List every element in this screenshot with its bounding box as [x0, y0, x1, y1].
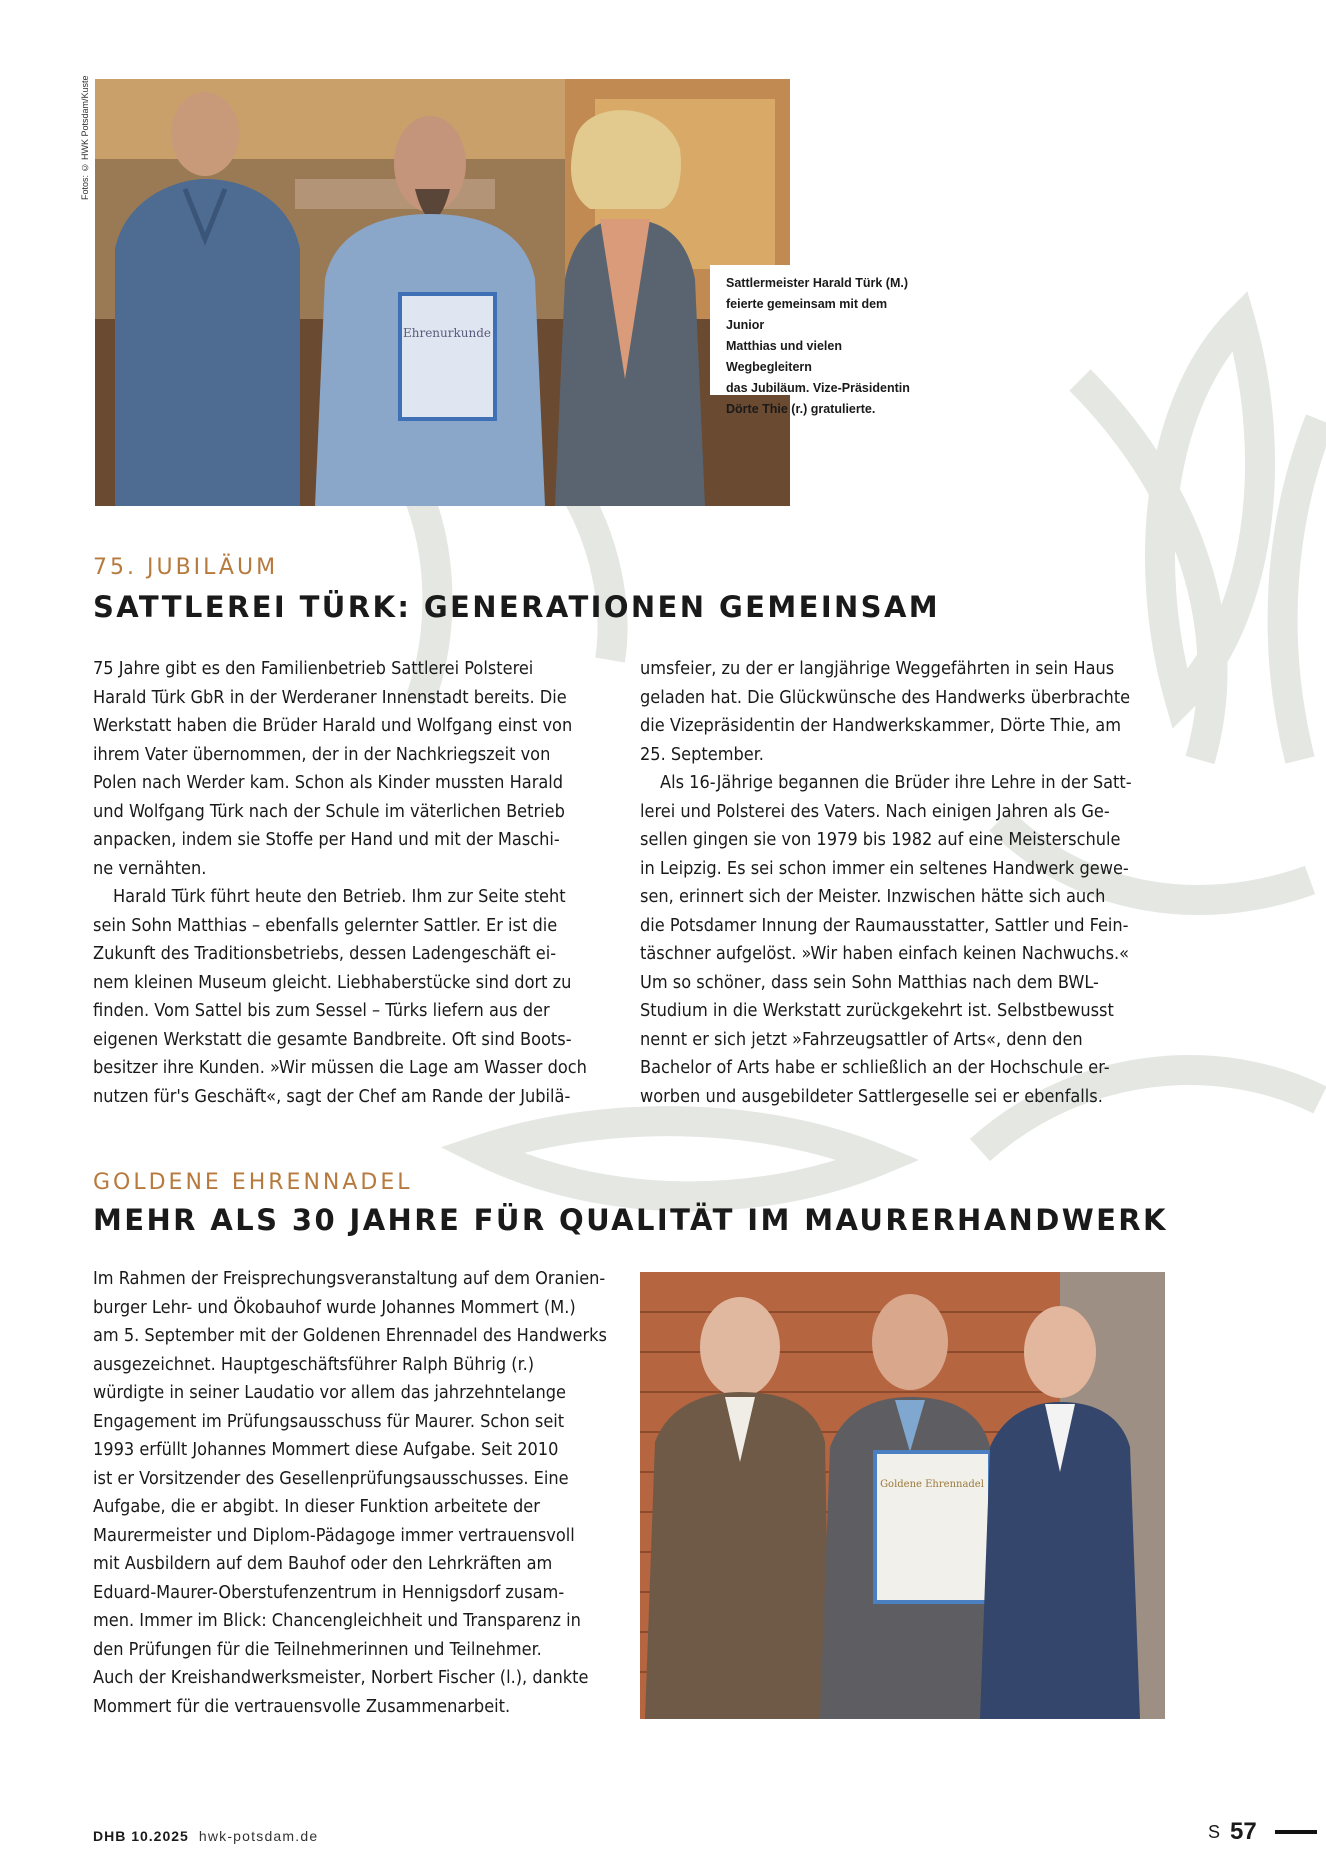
article1-column-1: [93, 655, 628, 1111]
text-line: sellen gingen sie von 1979 bis 1982 auf eine Meisterschule: [640, 829, 1121, 850]
caption-line: das Jubiläum. Vize-Präsidentin: [726, 381, 910, 395]
footer-issue: [93, 1828, 318, 1844]
footer-website: hwk-potsdam.de: [198, 1828, 319, 1844]
text-line: burger Lehr- und Ökobauhof wurde Johannes Mommert (M.): [93, 1296, 576, 1318]
footer-issue-label: DHB 10.2025: [93, 1828, 189, 1844]
text-line: worben und ausgebildeter Sattlergeselle sei er ebenfalls.: [640, 1085, 1103, 1107]
text-line: würdigte in seiner Laudatio vor allem das jahrzehntelange: [93, 1382, 566, 1403]
caption-line: feierte gemeinsam mit dem Junior: [726, 297, 888, 332]
caption-line: Matthias und vielen Wegbegleitern: [726, 339, 842, 374]
text-line: Als 16-Jährige begannen die Brüder ihre Lehre in der Satt-: [660, 772, 1132, 793]
text-line: besitzer ihre Kunden. »Wir müssen die Lage am Wasser doch: [93, 1057, 587, 1078]
text-line: täschner aufgelöst. »Wir haben einfach keinen Nachwuchs.«: [640, 943, 1130, 964]
certificate-title: Goldene Ehrennadel: [880, 1479, 984, 1490]
text-line: die Potsdamer Innung der Raumausstatter, Sattler und Fein-: [640, 914, 1129, 936]
text-line: Harald Türk GbR in der Werderaner Innenstadt bereits. Die: [93, 686, 567, 708]
text-line: nennt er sich jetzt »Fahrzeugsattler of Arts«, denn den: [640, 1028, 1083, 1050]
text-line: und Wolfgang Türk nach der Schule im väterlichen Betrieb: [93, 800, 565, 822]
text-line: ne vernähten.: [93, 857, 207, 879]
page-prefix: S: [1208, 1821, 1221, 1842]
text-line: geladen hat. Die Glückwünsche des Handwerks überbrachte: [640, 686, 1131, 708]
text-line: Mommert für die vertrauensvolle Zusammenarbeit.: [93, 1695, 511, 1717]
text-line: Zukunft des Traditionsbetriebs, dessen Ladengeschäft ei-: [93, 943, 557, 964]
article1-kicker: 75. JUBILÄUM: [93, 555, 279, 580]
text-line: ist er Vorsitzender des Gesellenprüfungsausschusses. Eine: [93, 1467, 569, 1489]
photo-golden-pin: [640, 1272, 1165, 1719]
photo-jubilee: [95, 79, 790, 506]
text-line: 1993 erfüllt Johannes Mommert diese Aufgabe. Seit 2010: [93, 1439, 559, 1460]
page-number: 57: [1230, 1818, 1257, 1845]
page-number-bar: [1275, 1830, 1317, 1834]
text-line: Bachelor of Arts habe er schließlich an der Hochschule er-: [640, 1057, 1110, 1078]
text-line: Studium in die Werkstatt zurückgekehrt ist. Selbstbewusst: [640, 1000, 1114, 1021]
text-line: men. Immer im Blick: Chancengleichheit und Transparenz in: [93, 1610, 581, 1631]
text-line: sen, erinnert sich der Meister. Inzwischen hätte sich auch: [640, 886, 1106, 907]
text-line: Engagement im Prüfungsausschuss für Maurer. Schon seit: [93, 1410, 565, 1432]
caption-line: Sattlermeister Harald Türk (M.): [726, 276, 908, 290]
article1-column-2: [640, 655, 1185, 1111]
text-line: ausgezeichnet. Hauptgeschäftsführer Ralph Bührig (r.): [93, 1353, 535, 1375]
text-line: ihrem Vater übernommen, der in der Nachkriegszeit von: [93, 743, 551, 765]
text-line: 75 Jahre gibt es den Familienbetrieb Sattlerei Polsterei: [93, 658, 534, 679]
text-line: finden. Vom Sattel bis zum Sessel – Türks liefern aus der: [93, 1000, 550, 1021]
text-line: Polen nach Werder kam. Schon als Kinder mussten Harald: [93, 772, 564, 793]
text-line: Im Rahmen der Freisprechungsveranstaltung auf dem Oranien-: [93, 1268, 606, 1289]
photo-credit: Fotos: © HWK Potsdam/Kuste: [80, 75, 90, 200]
text-line: nem kleinen Museum gleicht. Liebhaberstücke sind dort zu: [93, 971, 572, 993]
text-line: in Leipzig. Es sei schon immer ein seltenes Handwerk gewe-: [640, 857, 1129, 879]
photo-caption: [710, 265, 935, 416]
text-line: den Prüfungen für die Teilnehmerinnen und Teilnehmer.: [93, 1638, 542, 1660]
text-line: sein Sohn Matthias – ebenfalls gelernter Sattler. Er ist die: [93, 914, 558, 936]
text-line: Maurermeister und Diplom-Pädagoge immer vertrauensvoll: [93, 1524, 575, 1546]
text-line: umsfeier, zu der er langjährige Weggefährten in sein Haus: [640, 658, 1115, 679]
text-line: 25. September.: [640, 743, 764, 765]
article2-column-1: [93, 1265, 628, 1721]
text-line: Harald Türk führt heute den Betrieb. Ihm zur Seite steht: [113, 886, 566, 907]
text-line: am 5. September mit der Goldenen Ehrennadel des Handwerks: [93, 1325, 607, 1346]
text-line: lerei und Polsterei des Vaters. Nach einigen Jahren als Ge-: [640, 800, 1110, 822]
article1-headline: SATTLEREI TÜRK: GENERATIONEN GEMEINSAM: [93, 590, 941, 624]
text-line: Werkstatt haben die Brüder Harald und Wolfgang einst von: [93, 715, 573, 736]
text-line: anpacken, indem sie Stoffe per Hand und mit der Maschi-: [93, 829, 560, 850]
article2-headline: MEHR ALS 30 JAHRE FÜR QUALITÄT IM MAURERHANDWERK: [93, 1203, 1168, 1237]
article2-kicker: GOLDENE EHRENNADEL: [93, 1170, 413, 1195]
page-number-block: [1208, 1818, 1317, 1846]
text-line: die Vizepräsidentin der Handwerkskammer, Dörte Thie, am: [640, 715, 1122, 736]
text-line: Eduard-Maurer-Oberstufenzentrum in Hennigsdorf zusam-: [93, 1581, 565, 1603]
certificate-text: Ehrenurkunde: [402, 326, 492, 340]
text-line: Auch der Kreishandwerksmeister, Norbert Fischer (l.), dankte: [93, 1667, 589, 1688]
text-line: Um so schöner, dass sein Sohn Matthias nach dem BWL-: [640, 971, 1099, 993]
text-line: nutzen für's Geschäft«, sagt der Chef am Rande der Jubilä-: [93, 1085, 571, 1107]
text-line: eigenen Werkstatt die gesamte Bandbreite. Oft sind Boots-: [93, 1028, 572, 1050]
text-line: mit Ausbildern auf dem Bauhof oder den Lehrkräften am: [93, 1553, 553, 1574]
text-line: Aufgabe, die er abgibt. In dieser Funktion arbeitete der: [93, 1496, 540, 1517]
caption-line: Dörte Thie (r.) gratulierte.: [726, 402, 876, 416]
